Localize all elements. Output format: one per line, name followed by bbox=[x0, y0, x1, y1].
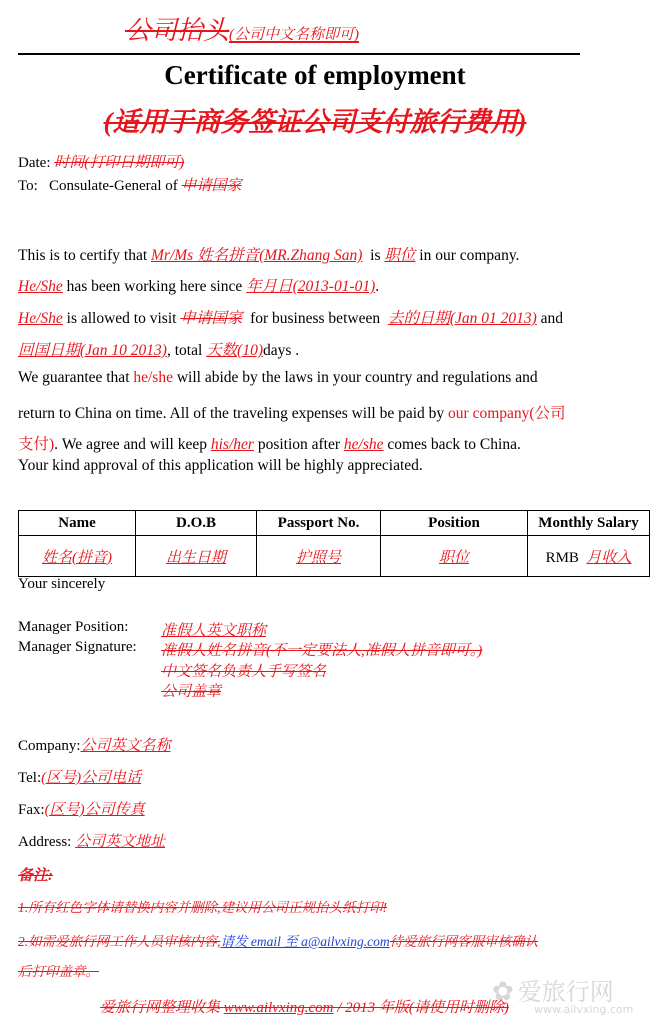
cell-name bbox=[19, 536, 136, 577]
col-header: Passport No. bbox=[257, 511, 381, 536]
footer-text: 爱旅行网整理收集 bbox=[100, 1000, 221, 1016]
return-date: 回国日期(Jan 10 2013) bbox=[18, 342, 167, 359]
body-text: in our company. bbox=[419, 247, 520, 264]
address-label: Address: bbox=[18, 834, 72, 850]
body-line-6 bbox=[18, 401, 566, 423]
body-text: comes back to China. bbox=[387, 436, 521, 453]
to-text: Consulate-General of bbox=[49, 178, 178, 194]
payer: 支付) bbox=[18, 436, 55, 453]
company-line bbox=[18, 734, 171, 755]
body-text: We guarantee that bbox=[18, 369, 130, 386]
company-label: Company: bbox=[18, 738, 81, 754]
body-line-3 bbox=[18, 306, 563, 328]
cell-text: 月收入 bbox=[586, 549, 632, 566]
employee-position: 职位 bbox=[384, 247, 416, 264]
letterhead-note: (公司中文名称即可) bbox=[229, 27, 360, 43]
body-line-4 bbox=[18, 338, 299, 360]
body-text: and bbox=[540, 310, 564, 327]
fax-label: Fax: bbox=[18, 802, 45, 818]
note-1: 1.所有红色字体请替换内容并删除,建议用公司正规抬头纸打印! bbox=[18, 900, 387, 915]
date-line bbox=[18, 151, 184, 172]
tel-line bbox=[18, 766, 141, 787]
body-text: . We agree and will keep bbox=[54, 436, 207, 453]
cell-passport bbox=[257, 536, 381, 577]
total-days: 天数(10) bbox=[206, 342, 263, 359]
col-header: D.O.B bbox=[136, 511, 257, 536]
cell-text: 护照号 bbox=[295, 549, 341, 566]
depart-date: 去的日期(Jan 01 2013) bbox=[387, 310, 537, 327]
watermark-url: www.ailvxing.com bbox=[534, 1003, 634, 1016]
notes-title: 备注: bbox=[18, 868, 53, 884]
body-text: days . bbox=[262, 342, 300, 359]
body-line-2 bbox=[18, 274, 379, 296]
header-rule bbox=[18, 53, 580, 55]
pronoun: his/her bbox=[210, 436, 254, 453]
note-2 bbox=[18, 930, 538, 950]
watermark-logo-icon: ✿ bbox=[492, 977, 514, 1007]
col-header: Monthly Salary bbox=[528, 511, 650, 536]
to-label: To: bbox=[18, 178, 38, 194]
body-text: This is to certify that bbox=[18, 247, 148, 264]
body-text: . bbox=[375, 278, 380, 295]
pronoun: He/She bbox=[18, 310, 63, 327]
cell-text: 姓名(拼音) bbox=[42, 549, 112, 566]
start-date: 年月日(2013-01-01) bbox=[246, 278, 376, 295]
page-title: Certificate of employment bbox=[164, 60, 466, 90]
email-link[interactable]: 请发 email 至 a@ailvxing.com bbox=[220, 934, 390, 949]
col-header: Name bbox=[19, 511, 136, 536]
watermark-brand: 爱旅行网 bbox=[517, 978, 614, 1006]
employee-name: Mr/Ms 姓名拼音(MR.Zhang San) bbox=[151, 247, 363, 264]
body-line-1 bbox=[18, 243, 598, 265]
body-text: for business between bbox=[250, 310, 381, 327]
cell-text: 出生日期 bbox=[165, 549, 226, 566]
cell-salary bbox=[528, 536, 650, 577]
manager-position-label: Manager Position: bbox=[18, 619, 129, 635]
tel-value: (区号)公司电话 bbox=[41, 770, 142, 786]
pronoun: He/She bbox=[18, 278, 63, 295]
body-text: return to China on time. All of the traveling expenses will be paid by bbox=[18, 405, 445, 422]
address-line bbox=[18, 830, 165, 851]
date-value: 时间(打印日期即可) bbox=[54, 155, 185, 171]
to-line bbox=[18, 174, 242, 195]
body-text: is allowed to visit bbox=[66, 310, 177, 327]
body-line-8: Your kind approval of this application will be highly appreciated. bbox=[18, 457, 423, 474]
table-row bbox=[19, 536, 650, 577]
cell-dob bbox=[136, 536, 257, 577]
body-line-5 bbox=[18, 369, 538, 387]
manager-position-value: 准假人英文职称 bbox=[161, 623, 267, 639]
salary-currency: RMB bbox=[545, 549, 579, 566]
fax-line bbox=[18, 798, 145, 819]
company-seal: 公司盖章 bbox=[161, 684, 222, 700]
letterhead-text: 公司抬头 bbox=[125, 16, 230, 45]
note-2-cont: 后打印盖章。 bbox=[18, 964, 99, 979]
visit-country: 申请国家 bbox=[180, 310, 243, 327]
company-letterhead bbox=[125, 10, 359, 47]
cell-position bbox=[381, 536, 528, 577]
note-text: 2.如需爱旅行网工作人员审核内容, bbox=[18, 934, 221, 949]
watermark bbox=[492, 972, 633, 1016]
cell-text: 职位 bbox=[438, 549, 469, 566]
body-line-7 bbox=[18, 432, 521, 454]
pronoun: he/she bbox=[133, 369, 173, 386]
col-header: Position bbox=[381, 511, 528, 536]
body-text: has been working here since bbox=[66, 278, 243, 295]
address-value: 公司英文地址 bbox=[75, 834, 166, 850]
table-header-row bbox=[19, 511, 650, 536]
fax-value: (区号)公司传真 bbox=[44, 802, 145, 818]
body-text: is bbox=[370, 247, 381, 264]
tel-label: Tel: bbox=[18, 770, 42, 786]
manager-signature-label: Manager Signature: bbox=[18, 639, 137, 655]
payer: our company(公司 bbox=[448, 405, 566, 422]
body-text: position after bbox=[257, 436, 341, 453]
to-value: 申请国家 bbox=[181, 178, 242, 194]
footer-text: / 2013 年版(请使用时删除) bbox=[337, 1000, 509, 1016]
manager-signature-value: 准假人姓名拼音(不一定要法人,准假人拼音即可。) bbox=[161, 643, 483, 659]
employee-table bbox=[18, 510, 650, 577]
closing: Your sincerely bbox=[18, 576, 106, 592]
body-text: , total bbox=[166, 342, 203, 359]
body-text: will abide by the laws in your country and regulations and bbox=[176, 369, 538, 386]
date-label: Date: bbox=[18, 155, 51, 171]
manager-signature-cn: 中文签名负责人手写签名 bbox=[161, 664, 327, 680]
note-text: 待爱旅行网客服审核确认 bbox=[389, 934, 539, 949]
company-value: 公司英文名称 bbox=[80, 738, 171, 754]
pronoun: he/she bbox=[343, 436, 384, 453]
page-subtitle: (适用于商务签证公司支付旅行费用) bbox=[103, 107, 527, 137]
footer-url[interactable]: www.ailvxing.com bbox=[223, 1000, 334, 1016]
footer bbox=[100, 996, 509, 1017]
